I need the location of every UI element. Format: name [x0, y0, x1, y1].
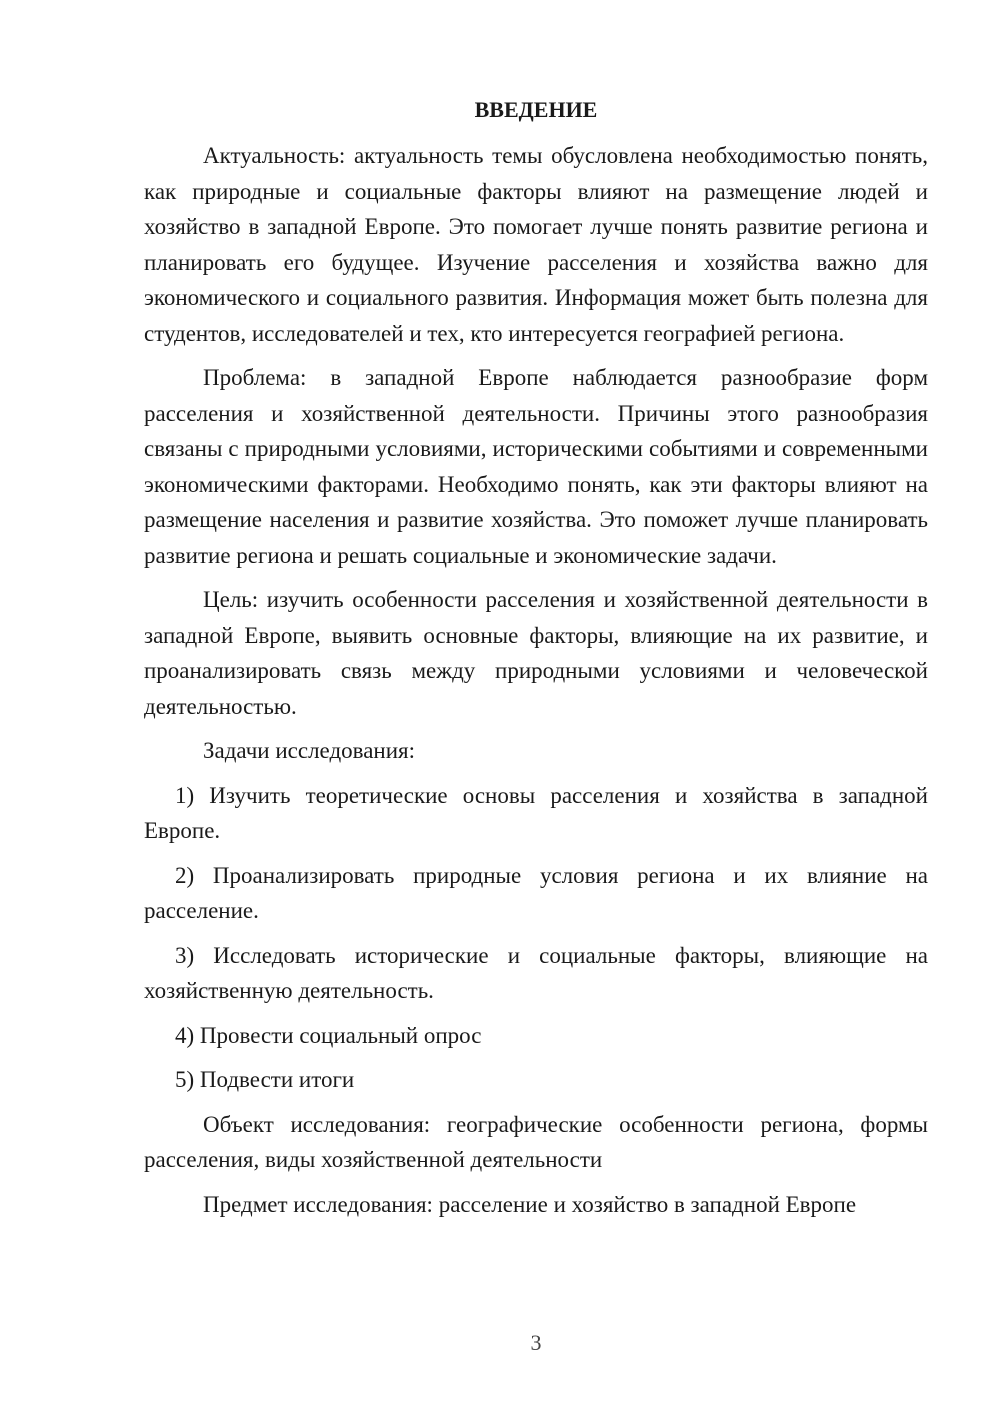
problem-paragraph: Проблема: в западной Европе наблюдается разнообразие форм расселения и хозяйственной деятельности. Причины этого разнообразия связаны с природными условиями, историческими событиями и современными экономическими факторами. Необходимо понять, как эти факторы влияют на размещение населения и развитие хозяйства. Это поможет лучше планировать развитие региона и решать социальные и экономические задачи. — [144, 365, 928, 568]
object-paragraph: Объект исследования: географические особенности региона, формы расселения, виды хозяйственной деятельности — [144, 1111, 928, 1172]
relevance-paragraph: Актуальность: актуальность темы обусловлена необходимостью понять, как природные и социальные факторы влияют на размещение людей и хозяйство в западной Европе. Это помогает лучше понять развитие региона и планировать его будущее. Изучение расселения и хозяйства важно для экономического и социального развития. Информация может быть полезна для студентов, исследователей и тех, кто интересуется географией региона. — [144, 143, 928, 346]
page-title: ВВЕДЕНИЕ — [474, 97, 598, 122]
task-item-3: 3) Исследовать исторические и социальные факторы, влияющие на хозяйственную деятельность. — [144, 942, 928, 1003]
task-item-1: 1) Изучить теоретические основы расселения и хозяйства в западной Европе. — [144, 782, 928, 843]
tasks-title: Задачи исследования: — [203, 738, 416, 763]
task-item-2: 2) Проанализировать природные условия региона и их влияние на расселение. — [144, 862, 928, 923]
document-page — [144, 94, 928, 1222]
page-number: 3 — [530, 1330, 542, 1355]
subject-paragraph: Предмет исследования: расселение и хозяйство в западной Европе — [203, 1191, 857, 1217]
task-item-5: 5) Подвести итоги — [175, 1067, 355, 1092]
task-item-4: 4) Провести социальный опрос — [175, 1022, 482, 1048]
goal-paragraph: Цель: изучить особенности расселения и хозяйственной деятельности в западной Европе, выявить основные факторы, влияющие на их развитие, и проанализировать связь между природными условиями и человеческой деятельностью. — [144, 587, 928, 719]
